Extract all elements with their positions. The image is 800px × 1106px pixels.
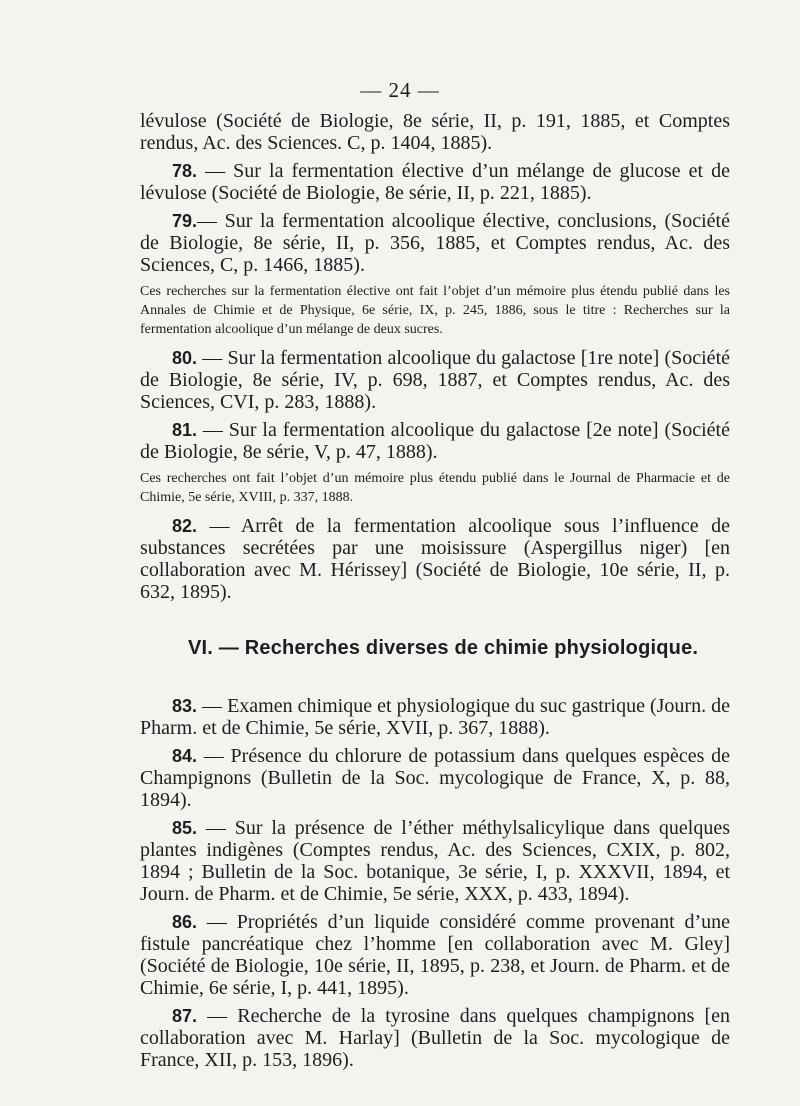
entry-number: 87. <box>172 1006 198 1026</box>
entry-text: — Propriétés d’un liquide considéré comme provenant d’une fistule pancréatique chez l’homme [en collaboration avec M. Gley] (Société de Biologie, 10e série, II, 1895, p. 238, et Journ. de Pharm. et de Chimie, 6e série, I, p. 441, 1895). <box>140 911 730 999</box>
entry-text: — Sur la fermentation élective d’un mélange de glucose et de lévulose (Société de Biologie, 8e série, II, p. 221, 1885). <box>140 160 730 204</box>
page-number: — 24 — <box>360 78 440 102</box>
entries-before <box>140 160 730 276</box>
continuation-paragraph: lévulose (Société de Biologie, 8e série, II, p. 191, 1885, et Comptes rendus, Ac. des Sciences. C, p. 1404, 1885). <box>140 110 730 154</box>
entry-number: 81. <box>172 420 198 440</box>
entry-text: — Sur la fermentation alcoolique du galactose [1re note] (Société de Biologie, 8e série, IV, p. 698, 1887, et Comptes rendus, Ac. des Sciences, CVI, p. 283, 1888). <box>140 347 730 413</box>
entry-number: 83. <box>172 696 198 716</box>
bibliography-entry <box>140 210 730 276</box>
entry-text: — Arrêt de la fermentation alcoolique sous l’influence de substances secrétées par une moisissure (Aspergillus niger) [en collaboration avec M. Hérissey] (Société de Biologie, 10e série, II, p. 632, 1895). <box>140 515 730 603</box>
entry-text: — Recherche de la tyrosine dans quelques champignons [en collaboration avec M. Harlay] (Bulletin de la Soc. mycologique de France, XII, p. 153, 1896). <box>140 1005 730 1071</box>
entry-number: 84. <box>172 746 198 766</box>
entries-mid <box>140 347 730 463</box>
entry-number: 82. <box>172 516 198 536</box>
note-79: Ces recherches sur la fermentation élective ont fait l’objet d’un mémoire plus étendu publié dans les Annales de Chimie et de Physique, 6e série, IX, p. 245, 1886, sous le titre : Recherches sur la fermentation alcoolique d’un mélange de deux sucres. <box>140 284 730 337</box>
bibliography-entry <box>140 745 730 811</box>
document-body <box>140 110 730 1077</box>
bibliography-entry <box>140 1005 730 1071</box>
bibliography-entry <box>140 911 730 999</box>
entry-text: — Présence du chlorure de potassium dans quelques espèces de Champignons (Bulletin de la Soc. mycologique de France, X, p. 88, 1894). <box>140 745 730 811</box>
entry-number: 80. <box>172 348 198 368</box>
entry-number: 78. <box>172 161 198 181</box>
bibliography-entry <box>140 817 730 905</box>
bibliography-entry <box>140 419 730 463</box>
bibliography-entry <box>140 160 730 204</box>
note-81: Ces recherches ont fait l’objet d’un mémoire plus étendu publié dans le Journal de Pharmacie et de Chimie, 5e série, XVIII, p. 337, 1888. <box>140 471 730 505</box>
entry-number: 85. <box>172 818 198 838</box>
bibliography-entry <box>140 695 730 739</box>
entry-text: — Sur la fermentation alcoolique du galactose [2e note] (Société de Biologie, 8e série, V, p. 47, 1888). <box>140 419 730 463</box>
entry-text: — Sur la fermentation alcoolique élective, conclusions, (Société de Biologie, 8e série, II, p. 356, 1885, et Comptes rendus, Ac. des Sciences, C, p. 1466, 1885). <box>140 210 730 276</box>
entry-text: — Sur la présence de l’éther méthylsalicylique dans quelques plantes indigènes (Comptes rendus, Ac. des Sciences, CXIX, p. 802, 1894 ; Bulletin de la Soc. botanique, 3e série, I, p. XXXVII, 1894, et Journ. de Pharm. et de Chimie, 5e série, XXX, p. 433, 1894). <box>140 817 730 905</box>
entries-after <box>140 695 730 1071</box>
bibliography-entry <box>140 347 730 413</box>
entry-number: 86. <box>172 912 198 932</box>
entry-number: 79. <box>172 211 198 231</box>
section-heading: VI. — Recherches diverses de chimie physiologique. <box>188 637 699 659</box>
entry-text: — Examen chimique et physiologique du suc gastrique (Journ. de Pharm. et de Chimie, 5e série, XVII, p. 367, 1888). <box>140 695 730 739</box>
entry-82 <box>140 515 730 603</box>
